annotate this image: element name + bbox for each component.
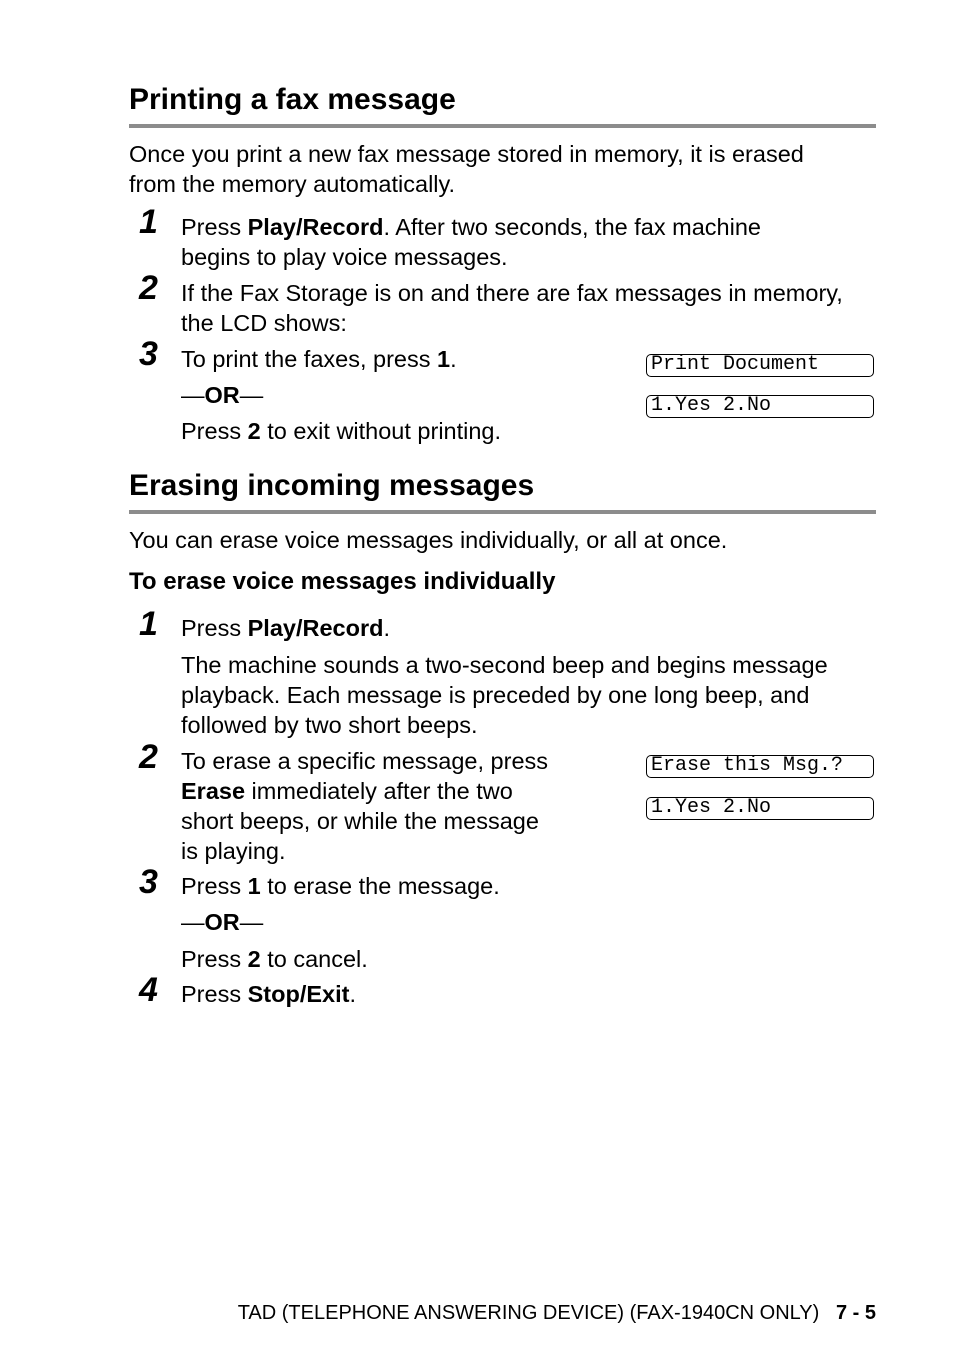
step-text: Press 2 to cancel. xyxy=(181,946,368,972)
section-rule xyxy=(129,124,876,128)
key-name: 2 xyxy=(247,418,261,444)
or-separator: —OR— xyxy=(181,909,264,935)
key-name: 2 xyxy=(247,946,261,972)
step-description: The machine sounds a two-second beep and begins message playback. Each message is preceded by one long beep, and followed by two short beeps. xyxy=(181,652,828,738)
section-title-printing: Printing a fax message xyxy=(129,83,456,116)
step-number: 4 xyxy=(139,971,158,1009)
step-text: Press 2 to exit without printing. xyxy=(181,418,502,444)
intro-paragraph: You can erase voice messages individually, or all at once. xyxy=(129,527,728,553)
key-name: Erase xyxy=(181,778,246,804)
step-text: To print the faxes, press 1. xyxy=(181,346,457,372)
step-number: 3 xyxy=(139,335,158,373)
page-number: 7 - 5 xyxy=(835,1302,876,1324)
key-name: 1 xyxy=(247,873,261,899)
lcd-display-line: Erase this Msg.? xyxy=(646,755,874,778)
intro-line: Once you print a new fax message stored in memory, it is erased xyxy=(129,141,804,167)
subsection-title: To erase voice messages individually xyxy=(129,568,556,595)
step-text: Press Play/Record. After two seconds, the fax machine begins to play voice messages. xyxy=(181,214,761,270)
footer-chapter: TAD (TELEPHONE ANSWERING DEVICE) (FAX-1940CN ONLY) xyxy=(237,1302,820,1324)
step-text: If the Fax Storage is on and there are fax messages in memory, the LCD shows: xyxy=(181,280,843,336)
key-name: Play/Record xyxy=(247,214,384,240)
step-number: 1 xyxy=(139,605,158,643)
key-name: Stop/Exit xyxy=(247,981,350,1007)
section-rule xyxy=(129,510,876,514)
lcd-display-line: 1.Yes 2.No xyxy=(646,395,874,418)
key-name: 1 xyxy=(437,346,451,372)
step-number: 2 xyxy=(139,738,158,776)
section-title-erasing: Erasing incoming messages xyxy=(129,469,535,502)
step-text: Press 1 to erase the message. xyxy=(181,873,500,899)
page-footer xyxy=(238,1301,876,1325)
step-text: Press Play/Record. xyxy=(181,615,390,641)
step-text: To erase a specific message, press Erase immediately after the two short beeps, or while the message is playing. xyxy=(181,748,549,864)
step-text: Press Stop/Exit. xyxy=(181,981,356,1007)
intro-line: from the memory automatically. xyxy=(129,171,456,197)
step-number: 2 xyxy=(139,269,158,307)
key-name: Play/Record xyxy=(247,615,384,641)
lcd-display-line: Print Document xyxy=(646,354,874,377)
lcd-display-line: 1.Yes 2.No xyxy=(646,797,874,820)
or-separator: —OR— xyxy=(181,382,264,408)
step-number: 3 xyxy=(139,863,158,901)
step-number: 1 xyxy=(139,203,158,241)
intro-paragraph xyxy=(129,139,804,199)
